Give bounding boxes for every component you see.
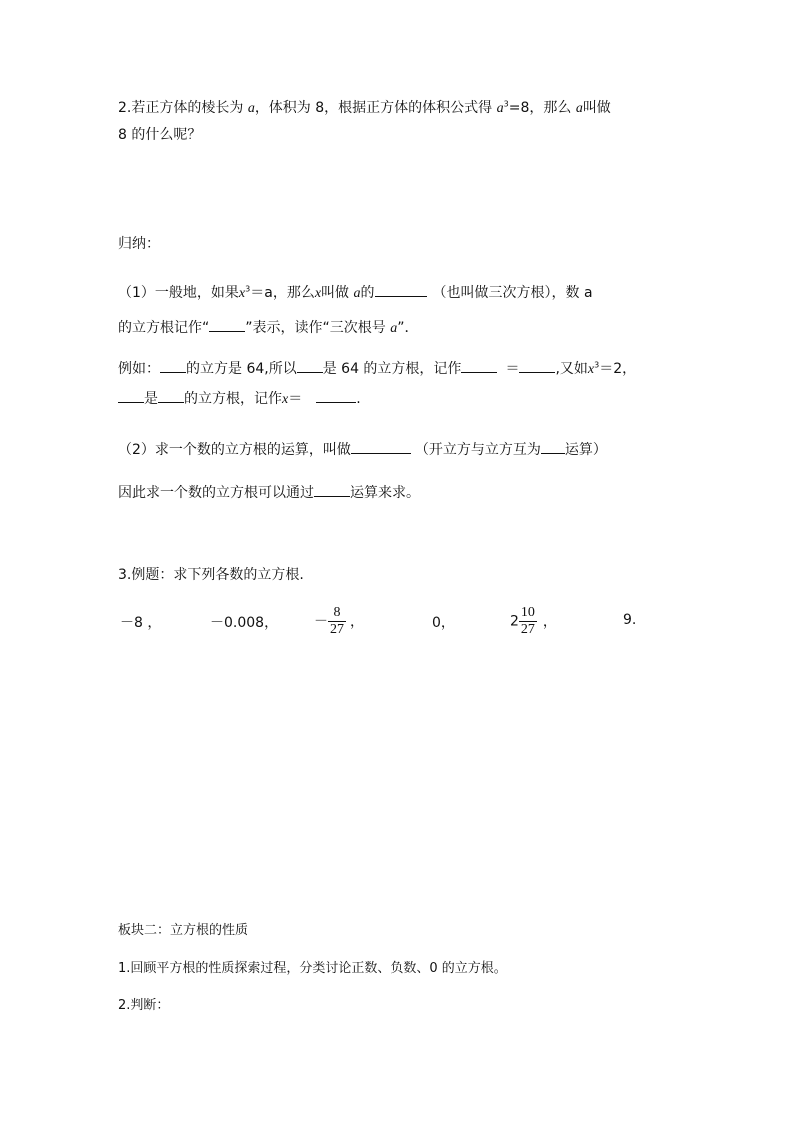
fraction-10-27: $\frac{10}{27}$ [520,605,535,637]
summary-p4: 因此求一个数的立方根可以通过 运算来求。 [118,482,420,503]
blank-cube-root[interactable] [375,282,427,297]
blank-inverse[interactable] [541,439,565,454]
q3-number-6: 9. [623,612,637,628]
blank-operation[interactable] [351,439,411,454]
blank-ex-7[interactable] [316,388,356,403]
summary-p2: 的立方根记作“ ”表示，读作“三次根号 a”． [118,317,419,339]
blank-ex-2[interactable] [297,358,323,373]
q3-title: 3.例题：求下列各数的立方根. [118,567,304,583]
q3-number-2: －0.008， [210,615,279,631]
q2-line-2: 8 的什么呢？ [118,127,202,143]
blank-ex-4[interactable] [519,358,555,373]
blank-ex-5[interactable] [118,388,144,403]
q3-number-3: － $\frac{8}{27}$ ， [314,605,364,637]
blank-ex-6[interactable] [158,388,184,403]
fraction-8-27: $\frac{8}{27}$ [330,605,344,637]
blank-via[interactable] [314,482,350,497]
blank-ex-3[interactable] [461,358,497,373]
summary-heading: 归纳： [118,236,160,252]
summary-example-1: 例如： 的立方是 64,所以 是 64 的立方根，记作 ＝ ,又如$x^3=2$， [118,358,636,380]
summary-p1: （1）一般地，如果$x^3=a$，那么x叫做 a的 （也叫做三次方根），数 a [118,282,593,304]
section2-item-2: 2.判断： [118,998,170,1013]
q2-line-1: 2.若正方体的棱长为 a，体积为 8，根据正方体的体积公式得 $a^3=8$，那么 a叫做 [118,99,611,116]
summary-example-2: 是 的立方根，记作x＝ . [118,388,361,410]
q3-number-4: 0， [432,615,455,631]
blank-ex-1[interactable] [160,358,186,373]
q3-number-1: －8 ， [120,615,162,631]
section2-item-1: 1.回顾平方根的性质探索过程，分类讨论正数、负数、0 的立方根。 [118,961,507,976]
blank-notation[interactable] [209,317,245,332]
section2-title: 板块二：立方根的性质 [118,923,249,938]
q3-number-5: 2 $\frac{10}{27}$ ， [510,605,557,637]
summary-p3: （2）求一个数的立方根的运算，叫做 （开立方与立方互为 运算） [118,439,607,460]
